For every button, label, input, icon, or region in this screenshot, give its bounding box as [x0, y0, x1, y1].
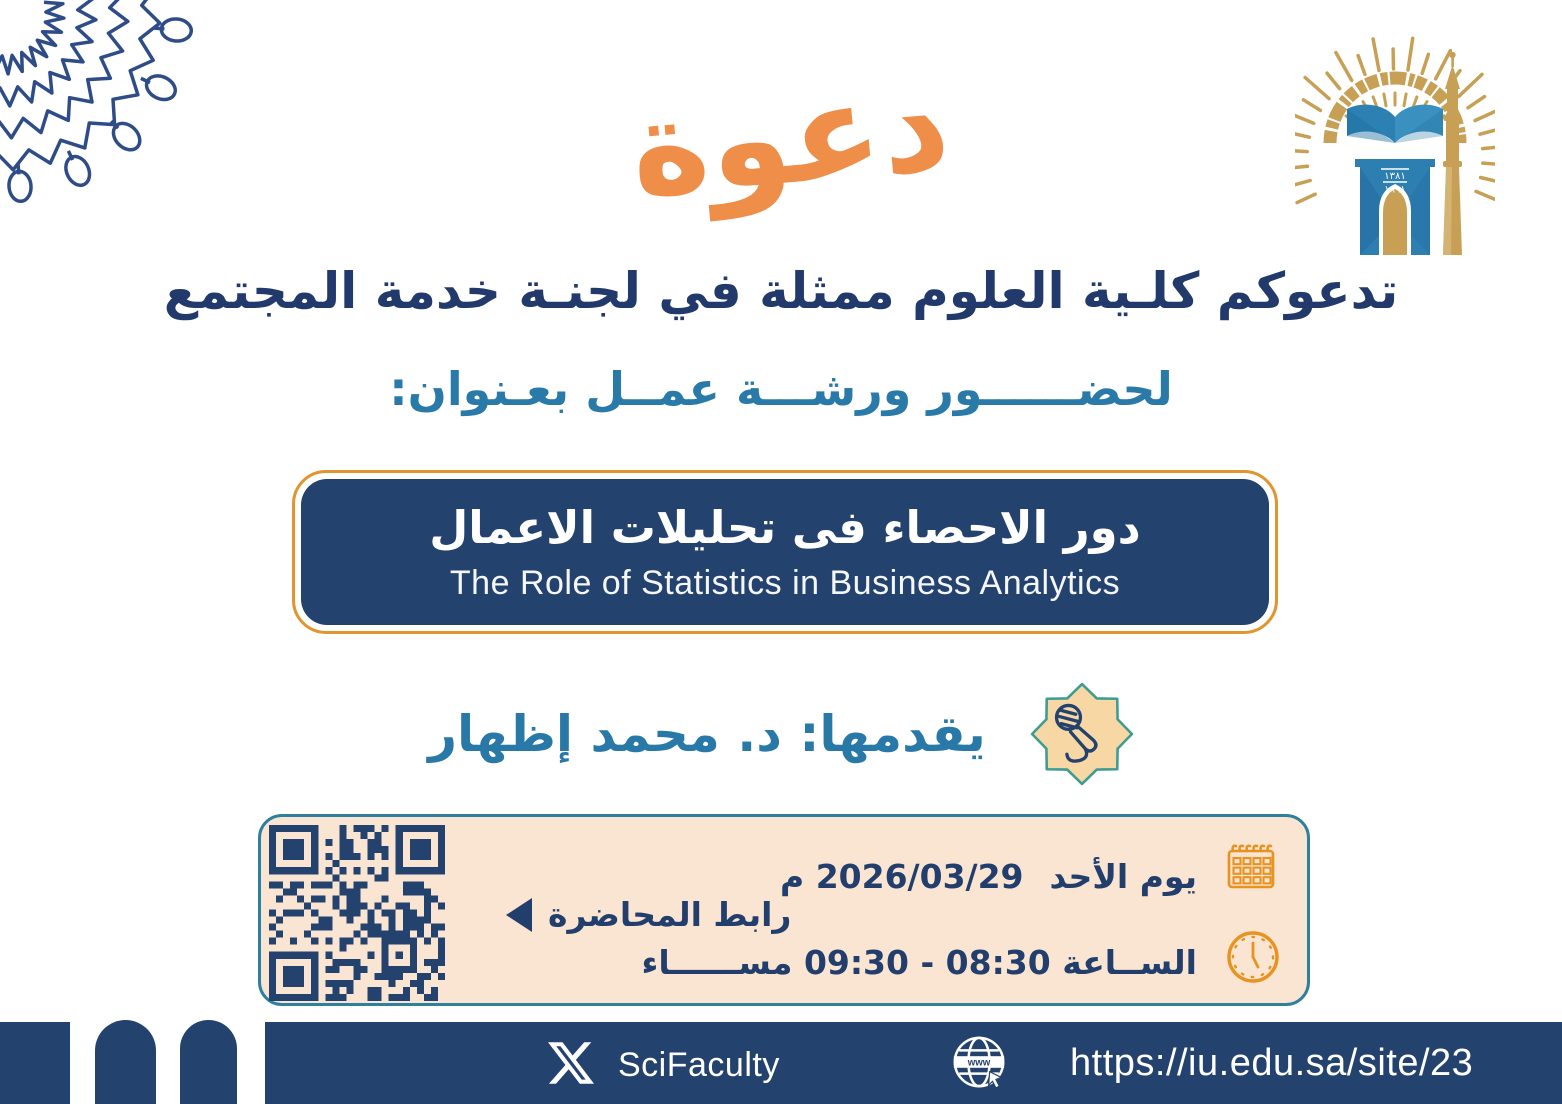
- presenter-name: يقدمها: د. محمد إظهار: [428, 705, 986, 763]
- workshop-title-box-inner: [301, 479, 1269, 625]
- logo-minaret-icon: [1443, 52, 1462, 255]
- logo-gate-icon: [1355, 159, 1435, 255]
- twitter-handle[interactable]: SciFaculty: [618, 1046, 780, 1084]
- workshop-title-box: [292, 470, 1278, 634]
- zigzag-starburst-decoration: [0, 0, 235, 245]
- left-arrow-icon: [506, 898, 532, 932]
- workshop-title-arabic: دور الاحصاء فى تحليلات الاعمال: [429, 501, 1141, 554]
- clock-icon: [1225, 929, 1281, 985]
- invitation-calligraphy: دعوة: [624, 46, 956, 228]
- globe-www-icon: [950, 1033, 1008, 1091]
- footer-square-decoration: [0, 1022, 70, 1104]
- invite-line-2: لحضــــــور ورشـــة عمــل بعـنوان:: [389, 362, 1173, 416]
- qr-code[interactable]: [269, 825, 445, 1001]
- microphone-badge: [1030, 682, 1134, 786]
- date-row: [780, 857, 1197, 896]
- lecture-link-label: رابط المحاضرة: [548, 895, 792, 934]
- lecture-link[interactable]: [506, 895, 791, 934]
- globe-www-label: www: [967, 1057, 991, 1069]
- eight-point-star-icon: [1032, 684, 1132, 784]
- x-twitter-icon: [548, 1040, 594, 1086]
- presenter-row: [0, 676, 1562, 792]
- date-value: 2026/03/29 م: [780, 857, 1024, 896]
- event-details-box: [258, 814, 1310, 1006]
- time-row: [641, 943, 1197, 982]
- workshop-title-english: The Role of Statistics in Business Analytics: [449, 564, 1121, 602]
- invite-line-1: تدعوكم كلـية العلوم ممثلة في لجنـة خدمة المجتمع: [163, 262, 1399, 320]
- logo-year-gregorian: ١٩٦١: [1384, 184, 1406, 196]
- university-logo: [1295, 18, 1495, 270]
- logo-open-book-icon: [1347, 105, 1443, 143]
- footer-arch-decoration-2: [180, 1020, 237, 1104]
- time-value: الســاعة 08:30 - 09:30 مســــــاء: [641, 943, 1197, 982]
- website-url[interactable]: https://iu.edu.sa/site/23: [1070, 1042, 1474, 1084]
- date-label: يوم الأحد: [1049, 857, 1197, 896]
- calendar-icon: [1225, 839, 1277, 891]
- footer-arch-decoration-1: [95, 1020, 156, 1104]
- logo-year-hijri: ١٣٨١: [1384, 171, 1406, 182]
